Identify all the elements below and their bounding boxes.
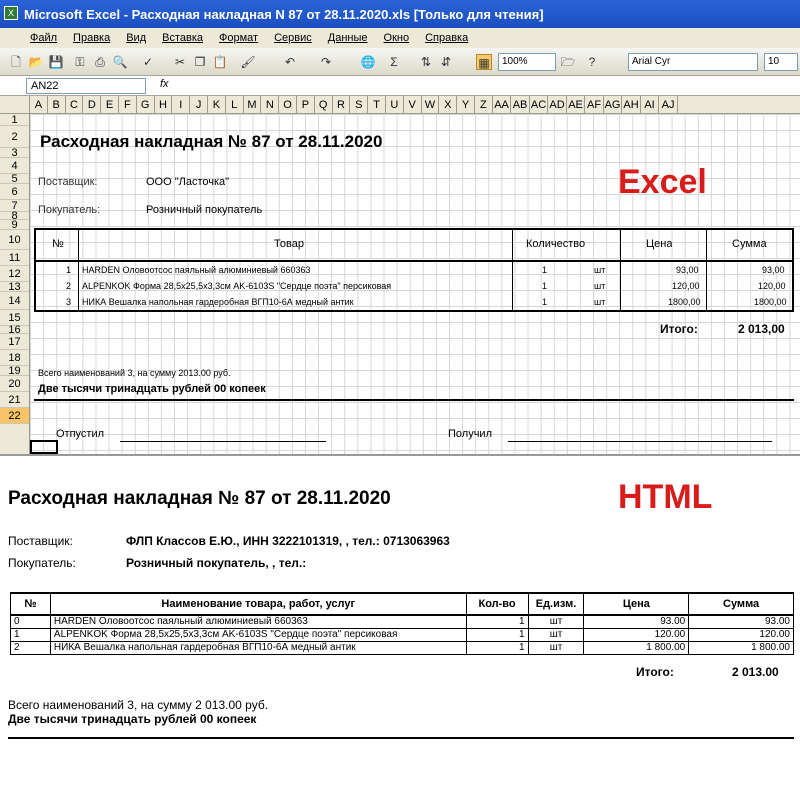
paste-icon[interactable]: 📋: [212, 55, 228, 69]
html-row-unit: шт: [528, 641, 584, 654]
print-preview-icon[interactable]: 🔍: [112, 55, 128, 69]
html-header-num: №: [11, 593, 51, 615]
excel-table-row[interactable]: [36, 296, 792, 310]
select-all-corner[interactable]: [0, 96, 30, 114]
sort-ascending-icon[interactable]: ⇅: [420, 55, 432, 69]
help-icon[interactable]: ?: [588, 55, 596, 69]
excel-received-label: Получил: [448, 428, 492, 440]
html-row-qty: 1: [466, 615, 528, 628]
html-table-row[interactable]: [11, 615, 794, 628]
excel-header-price: Цена: [646, 238, 673, 250]
copy-icon[interactable]: ❐: [194, 55, 206, 69]
row-header-2[interactable]: 2: [0, 126, 29, 148]
excel-row-unit: шт: [594, 281, 606, 291]
html-row-sum: 93.00: [689, 615, 794, 628]
html-row-qty: 1: [466, 628, 528, 641]
html-row-sum: 1 800.00: [689, 641, 794, 654]
column-header-ac[interactable]: AC: [530, 96, 549, 114]
excel-row-price: 120,00: [672, 281, 700, 291]
column-header-q[interactable]: Q: [315, 96, 333, 114]
menu-tools[interactable]: Сервис: [274, 32, 312, 44]
html-supplier-label: Поставщик:: [8, 534, 73, 548]
html-header-qty: Кол-во: [466, 593, 528, 615]
column-header-af[interactable]: AF: [585, 96, 604, 114]
row-header-22[interactable]: 22: [0, 408, 29, 424]
row-header-17[interactable]: 17: [0, 334, 29, 350]
html-buyer-label: Покупатель:: [8, 556, 76, 570]
html-total-value: 2 013.00: [732, 665, 779, 679]
active-cell-cursor[interactable]: [30, 440, 58, 454]
excel-received-signature-line: [508, 441, 772, 442]
html-row-price: 1 800.00: [584, 641, 689, 654]
column-header-ab[interactable]: AB: [511, 96, 530, 114]
excel-header-num: №: [52, 238, 64, 250]
html-summary-words: Две тысячи тринадцать рублей 00 копеек: [8, 712, 257, 726]
html-table-row[interactable]: [11, 628, 794, 641]
excel-row-name: НИКА Вешалка напольная гардеробная ВГП10-6А медный антик: [82, 297, 354, 307]
excel-total-label: Итого:: [660, 322, 698, 336]
column-header-ah[interactable]: AH: [622, 96, 641, 114]
excel-row-unit: шт: [594, 265, 606, 275]
standard-toolbar: [0, 48, 800, 76]
html-invoice-title: Расходная накладная № 87 от 28.11.2020: [8, 488, 391, 509]
row-header-19[interactable]: 19: [0, 366, 29, 376]
html-summary-line: Всего наименований 3, на сумму 2 013.00 руб.: [8, 698, 269, 712]
column-header-a[interactable]: A: [30, 96, 48, 114]
excel-row-unit: шт: [594, 297, 606, 307]
excel-header-sum: Сумма: [732, 238, 767, 250]
html-supplier-value: ФЛП Классов Е.Ю., ИНН 3222101319, , тел.: 0713063963: [126, 534, 450, 548]
html-row-name: ALPENKOK Форма 28,5х25,5х3,3см AK-6103S "Сердце поэта" персиковая: [50, 628, 466, 641]
excel-row-num: 3: [66, 297, 72, 307]
html-table-header-row: [11, 593, 794, 615]
autosum-icon[interactable]: Σ: [390, 55, 398, 69]
excel-items-table: [34, 228, 794, 312]
excel-row-sum: 120,00: [758, 281, 786, 291]
html-row-num: 1: [11, 628, 51, 641]
column-header-t[interactable]: T: [368, 96, 386, 114]
html-row-unit: шт: [528, 628, 584, 641]
excel-released-label: Отпустил: [56, 428, 105, 440]
row-header-21[interactable]: 21: [0, 392, 29, 408]
zoom-select[interactable]: 100%: [498, 53, 556, 71]
row-header-11[interactable]: 11: [0, 250, 29, 266]
html-row-price: 93.00: [584, 615, 689, 628]
column-header-k[interactable]: K: [208, 96, 226, 114]
html-header-unit: Ед.изм.: [528, 593, 584, 615]
column-header-z[interactable]: Z: [475, 96, 493, 114]
column-header-b[interactable]: B: [48, 96, 66, 114]
column-header-aj[interactable]: AJ: [659, 96, 678, 114]
column-header-e[interactable]: E: [101, 96, 119, 114]
row-header-14[interactable]: 14: [0, 292, 29, 310]
column-header-s[interactable]: S: [350, 96, 368, 114]
excel-invoice-title: Расходная накладная № 87 от 28.11.2020: [40, 132, 383, 151]
column-header-g[interactable]: G: [137, 96, 155, 114]
row-header-13[interactable]: 13: [0, 282, 29, 292]
row-header-4[interactable]: 4: [0, 158, 29, 174]
column-header-aa[interactable]: AA: [493, 96, 512, 114]
column-header-m[interactable]: M: [244, 96, 262, 114]
column-header-u[interactable]: U: [386, 96, 404, 114]
row-header-18[interactable]: 18: [0, 350, 29, 366]
column-header-y[interactable]: Y: [457, 96, 475, 114]
column-header-o[interactable]: O: [279, 96, 297, 114]
excel-app-icon[interactable]: X: [4, 6, 18, 20]
font-size-select[interactable]: 10: [764, 53, 798, 71]
menu-window[interactable]: Окно: [383, 32, 410, 44]
excel-row-qty: 1: [542, 265, 548, 275]
excel-buyer-value: Розничный покупатель: [146, 204, 263, 216]
excel-row-num: 1: [66, 265, 72, 275]
column-header-i[interactable]: I: [172, 96, 190, 114]
html-badge: HTML: [618, 478, 713, 516]
excel-row-price: 93,00: [676, 265, 699, 275]
permission-icon[interactable]: ⚿: [75, 55, 85, 69]
html-summary-underline: [8, 737, 794, 739]
menu-format[interactable]: Формат: [219, 32, 259, 44]
row-header-1[interactable]: 1: [0, 114, 29, 126]
column-header-v[interactable]: V: [404, 96, 422, 114]
sort-descending-icon[interactable]: ⇵: [440, 55, 452, 69]
excel-row-name: ALPENKOK Форма 28,5х25,5х3,3см AK-6103S "Сердце поэта" персиковая: [82, 281, 392, 291]
html-header-sum: Сумма: [689, 593, 794, 615]
column-headers: [0, 96, 800, 114]
html-row-name: HARDEN Оловоотсос паяльный алюминиевый 660363: [50, 615, 466, 628]
column-header-c[interactable]: C: [66, 96, 84, 114]
menu-file[interactable]: Файл: [30, 32, 58, 44]
row-headers: [0, 114, 30, 454]
menu-edit[interactable]: Правка: [73, 32, 111, 44]
excel-summary-underline: [34, 399, 794, 401]
excel-table-row[interactable]: [36, 264, 792, 278]
html-row-num: 0: [11, 615, 51, 628]
excel-summary-line: Всего наименований 3, на сумму 2013.00 руб.: [38, 368, 231, 378]
html-row-name: НИКА Вешалка напольная гардеробная ВГП10-6А медный антик: [50, 641, 466, 654]
column-header-ag[interactable]: AG: [604, 96, 623, 114]
column-header-f[interactable]: F: [119, 96, 137, 114]
html-buyer-value: Розничный покупатель, , тел.:: [126, 556, 307, 570]
html-row-sum: 120.00: [689, 628, 794, 641]
row-header-16[interactable]: 16: [0, 326, 29, 334]
menu-bar: [0, 28, 800, 48]
column-header-p[interactable]: P: [297, 96, 315, 114]
menu-insert[interactable]: Вставка: [162, 32, 204, 44]
open-folder-icon[interactable]: 📂: [28, 55, 44, 69]
excel-row-price: 1800,00: [668, 297, 701, 307]
window-title: Microsoft Excel - Расходная накладная N 87 от 28.11.2020.xls [Только для чтения]: [24, 6, 544, 22]
menu-help[interactable]: Справка: [425, 32, 469, 44]
column-header-x[interactable]: X: [439, 96, 457, 114]
row-header-10[interactable]: 10: [0, 230, 29, 250]
row-header-3[interactable]: 3: [0, 148, 29, 158]
function-icon[interactable]: fx: [160, 78, 169, 90]
excel-row-qty: 1: [542, 281, 548, 291]
html-row-price: 120.00: [584, 628, 689, 641]
redo-icon[interactable]: ↷: [320, 55, 332, 69]
window-title-bar: [0, 0, 800, 28]
html-total-label: Итого:: [636, 665, 674, 679]
html-table-row[interactable]: [11, 641, 794, 654]
excel-badge: Excel: [618, 163, 707, 201]
save-icon[interactable]: 💾: [48, 55, 64, 69]
column-header-h[interactable]: H: [155, 96, 173, 114]
print-icon[interactable]: ⎙: [95, 55, 105, 69]
column-header-ai[interactable]: AI: [641, 96, 660, 114]
chart-wizard-icon[interactable]: ▦: [476, 54, 492, 70]
excel-supplier-label: Поставщик:: [38, 176, 98, 188]
format-painter-icon[interactable]: 🖌: [240, 55, 256, 69]
excel-table-row[interactable]: [36, 280, 792, 294]
row-header-5[interactable]: 5: [0, 174, 29, 184]
name-box[interactable]: AN22: [26, 78, 146, 94]
undo-icon[interactable]: ↶: [284, 55, 296, 69]
column-header-w[interactable]: W: [422, 96, 440, 114]
excel-row-qty: 1: [542, 297, 548, 307]
hyperlink-icon[interactable]: 🌐: [360, 55, 376, 69]
row-header-9[interactable]: 9: [0, 220, 29, 230]
row-header-20[interactable]: 20: [0, 376, 29, 392]
menu-view[interactable]: Вид: [126, 32, 147, 44]
cut-icon[interactable]: ✂: [174, 55, 186, 69]
menu-data[interactable]: Данные: [327, 32, 368, 44]
excel-row-sum: 93,00: [762, 265, 785, 275]
html-header-item: Наименование товара, работ, услуг: [50, 593, 466, 615]
column-header-n[interactable]: N: [261, 96, 279, 114]
section-divider: [0, 454, 800, 456]
html-header-price: Цена: [584, 593, 689, 615]
column-header-l[interactable]: L: [226, 96, 244, 114]
column-header-j[interactable]: J: [190, 96, 208, 114]
excel-row-sum: 1800,00: [754, 297, 787, 307]
formula-bar: [0, 76, 800, 96]
excel-summary-words: Две тысячи тринадцать рублей 00 копеек: [38, 383, 266, 395]
excel-row-name: HARDEN Оловоотсос паяльный алюминиевый 660363: [82, 265, 311, 275]
html-row-num: 2: [11, 641, 51, 654]
column-header-ad[interactable]: AD: [548, 96, 567, 114]
spelling-icon[interactable]: ✓: [142, 55, 154, 69]
row-header-15[interactable]: 15: [0, 310, 29, 326]
excel-header-item: Товар: [274, 238, 304, 250]
row-header-6[interactable]: 6: [0, 184, 29, 200]
excel-buyer-label: Покупатель:: [38, 204, 101, 216]
excel-released-signature-line: [120, 441, 326, 442]
html-row-unit: шт: [528, 615, 584, 628]
excel-header-qty: Количество: [526, 238, 586, 250]
folder-icon[interactable]: 🗁: [560, 55, 576, 69]
row-header-8[interactable]: 8: [0, 212, 29, 220]
column-header-r[interactable]: R: [333, 96, 351, 114]
excel-supplier-value: ООО "Ласточка": [146, 176, 230, 188]
column-header-d[interactable]: D: [83, 96, 101, 114]
excel-row-num: 2: [66, 281, 72, 291]
html-items-table: [10, 592, 794, 655]
row-header-12[interactable]: 12: [0, 266, 29, 282]
column-header-ae[interactable]: AE: [567, 96, 586, 114]
new-document-icon[interactable]: 🗋: [11, 55, 21, 69]
font-name-select[interactable]: Arial Cyr: [628, 53, 758, 71]
excel-total-value: 2 013,00: [738, 322, 785, 336]
html-row-qty: 1: [466, 641, 528, 654]
row-header-7[interactable]: 7: [0, 200, 29, 212]
